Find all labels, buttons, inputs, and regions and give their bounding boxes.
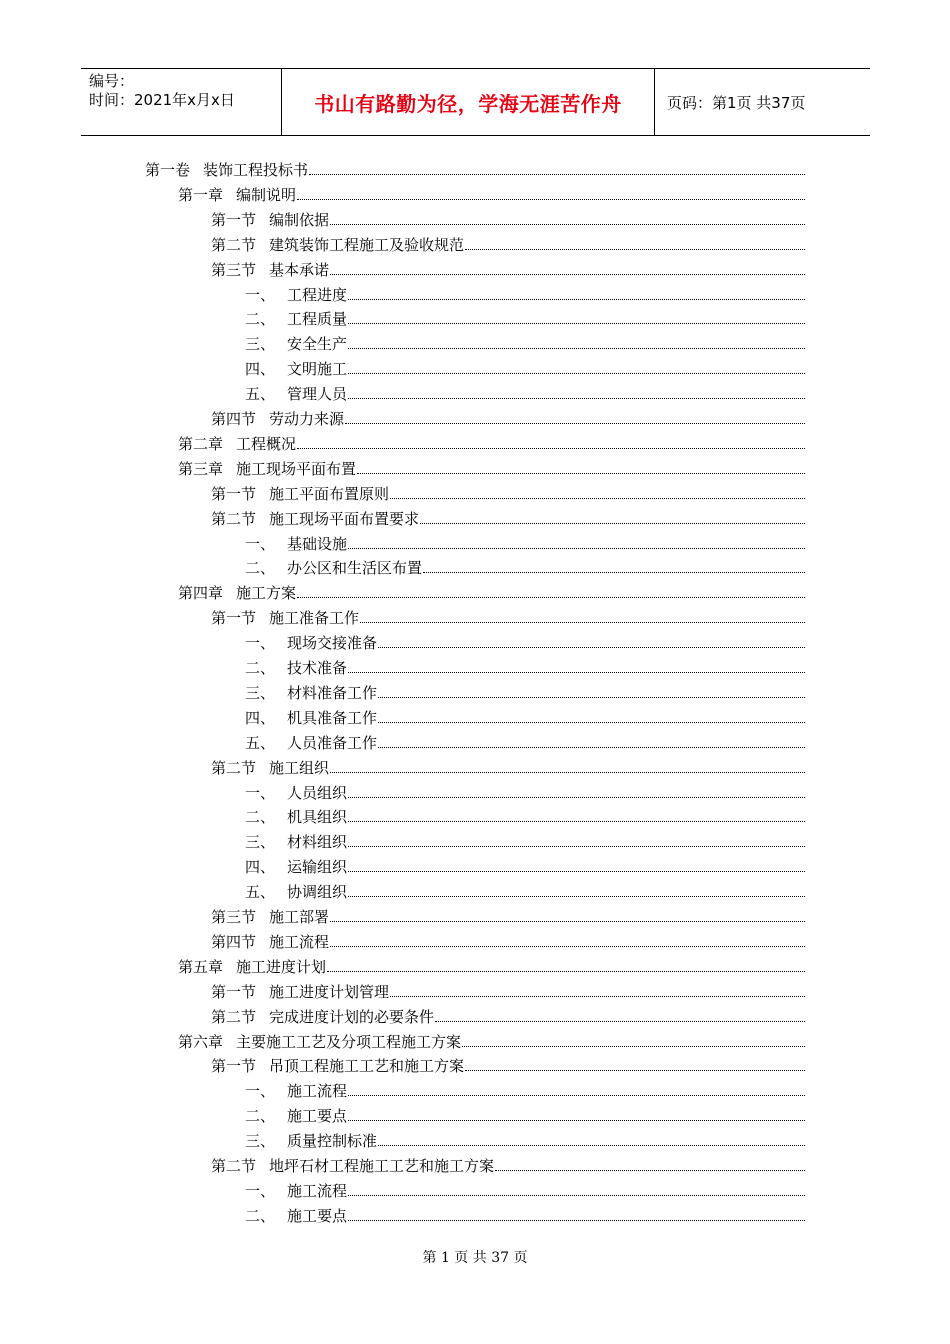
toc-entry-title: 现场交接准备 [287, 634, 378, 653]
toc-entry-title: 工程进度 [287, 285, 348, 304]
toc-leader-dots [348, 1219, 805, 1221]
toc-entry-number: 一、 [245, 634, 276, 653]
toc-entry-number: 五、 [245, 883, 276, 902]
toc-leader-dots [348, 322, 805, 324]
toc-entry-title: 施工方案 [236, 584, 297, 603]
toc-entry-title: 文明施工 [287, 360, 348, 379]
toc-entry[interactable] [211, 1154, 805, 1176]
toc-entry[interactable] [211, 258, 805, 280]
toc-entry-label [245, 708, 377, 728]
toc-entry-number: 一、 [245, 285, 276, 304]
toc-entry-title: 机具准备工作 [287, 708, 378, 727]
toc-entry-title: 施工流程 [287, 1181, 348, 1200]
toc-entry-title: 运输组织 [287, 858, 348, 877]
toc-entry-number: 第三节 [211, 260, 257, 279]
toc-entry-number: 第二节 [211, 1007, 257, 1026]
toc-entry-label [245, 1131, 377, 1151]
toc-leader-dots [348, 372, 805, 374]
toc-entry-label [245, 285, 347, 305]
toc-entry-title: 施工组织 [269, 758, 330, 777]
toc-leader-dots [435, 1020, 805, 1022]
document-number-label: 编号： [89, 72, 135, 90]
toc-leader-dots [348, 870, 805, 872]
toc-entry-label [245, 857, 347, 877]
toc-entry-title: 劳动力来源 [269, 410, 345, 428]
toc-entry-number: 二、 [245, 1206, 276, 1225]
toc-entry-title: 施工进度计划管理 [269, 982, 390, 1001]
toc-entry-label [245, 1206, 347, 1226]
toc-entry[interactable] [211, 208, 805, 230]
toc-leader-dots [378, 721, 805, 723]
toc-entry-label [245, 633, 377, 653]
toc-entry[interactable] [245, 556, 805, 578]
toc-entry[interactable] [178, 1030, 805, 1052]
toc-leader-dots [297, 447, 805, 449]
toc-leader-dots [390, 497, 805, 499]
toc-entry-title: 吊顶工程施工工艺和施工方案 [269, 1057, 465, 1076]
toc-leader-dots [309, 173, 805, 175]
toc-entry-number: 二、 [245, 659, 276, 677]
toc-entry[interactable] [245, 283, 805, 305]
toc-entry[interactable] [211, 482, 805, 504]
toc-entry-label [245, 882, 347, 902]
toc-entry[interactable] [145, 158, 805, 180]
document-date: 时间：2021年x月x日 [89, 91, 235, 109]
toc-entry-label [211, 210, 329, 230]
toc-entry-number: 一、 [245, 1082, 276, 1101]
toc-entry-number: 一、 [245, 1181, 276, 1200]
toc-entry-number: 第二节 [211, 758, 257, 777]
toc-entry-number: 四、 [245, 708, 276, 727]
toc-entry-title: 基本承诺 [269, 260, 330, 279]
toc-entry-label [211, 1056, 464, 1076]
toc-entry-title: 施工现场平面布置要求 [269, 509, 420, 528]
toc-entry-title: 施工要点 [287, 1107, 348, 1126]
toc-entry-label [245, 384, 347, 404]
toc-leader-dots [495, 1169, 805, 1171]
toc-entry-title: 材料准备工作 [287, 683, 378, 702]
toc-entry-title: 施工平面布置原则 [269, 484, 390, 503]
toc-entry-number: 五、 [245, 733, 276, 752]
toc-entry-title: 工程质量 [287, 310, 348, 329]
toc-entry-title: 机具组织 [287, 808, 348, 827]
toc-leader-dots [378, 646, 805, 648]
toc-entry-number: 第一节 [211, 982, 257, 1001]
toc-entry[interactable] [178, 432, 805, 454]
toc-entry[interactable] [245, 805, 805, 827]
toc-leader-dots [348, 347, 805, 349]
toc-entry-title: 编制依据 [269, 210, 330, 229]
toc-entry-number: 第四节 [211, 410, 257, 428]
toc-entry-title: 施工进度计划 [236, 957, 327, 976]
toc-leader-dots [348, 397, 805, 399]
toc-entry-number: 第三节 [211, 908, 257, 926]
toc-entry-title: 装饰工程投标书 [203, 161, 309, 179]
toc-leader-dots [348, 547, 805, 549]
toc-entry[interactable] [245, 781, 805, 803]
toc-entry[interactable] [211, 507, 805, 529]
toc-leader-dots [330, 920, 805, 922]
toc-entry-title: 施工部署 [269, 908, 330, 926]
toc-entry-number: 五、 [245, 385, 276, 404]
toc-entry-number: 第四节 [211, 932, 257, 951]
header-meta [81, 69, 282, 135]
toc-entry-number: 第二节 [211, 235, 257, 254]
toc-leader-dots [462, 1045, 805, 1047]
toc-leader-dots [330, 223, 805, 225]
header-motto: 书山有路勤为径，学海无涯苦作舟 [314, 91, 622, 116]
page-header [81, 68, 870, 136]
toc-leader-dots [327, 970, 805, 972]
toc-entry[interactable] [245, 1104, 805, 1126]
toc-entry-number: 第六章 [178, 1032, 224, 1051]
toc-leader-dots [297, 596, 805, 598]
toc-leader-dots [348, 671, 805, 673]
toc-leader-dots [348, 796, 805, 798]
toc-entry-title: 技术准备 [287, 659, 348, 677]
toc-entry-label [211, 907, 329, 927]
toc-entry[interactable] [245, 382, 805, 404]
toc-entry-title: 建筑装饰工程施工及验收规范 [269, 235, 465, 254]
toc-entry-number: 第三章 [178, 459, 224, 478]
toc-entry-number: 四、 [245, 360, 276, 379]
toc-entry-label [245, 1081, 347, 1101]
toc-entry-number: 三、 [245, 1132, 276, 1151]
toc-entry-title: 主要施工工艺及分项工程施工方案 [236, 1032, 462, 1051]
toc-entry-number: 第一节 [211, 609, 257, 628]
toc-leader-dots [348, 298, 805, 300]
toc-entry-number: 四、 [245, 858, 276, 877]
toc-entry-number: 二、 [245, 808, 276, 827]
toc-entry[interactable] [211, 233, 805, 255]
toc-leader-dots [345, 422, 805, 424]
toc-entry-number: 第一节 [211, 484, 257, 503]
toc-entry-label [211, 509, 419, 529]
toc-entry-label [245, 783, 347, 803]
toc-leader-dots [465, 1069, 805, 1071]
toc-entry-label [211, 484, 389, 504]
toc-entry[interactable] [245, 631, 805, 653]
toc-entry-number: 三、 [245, 335, 276, 354]
toc-entry-label [245, 733, 377, 753]
toc-entry-number: 二、 [245, 310, 276, 329]
toc-entry-title: 施工准备工作 [269, 609, 360, 628]
toc-entry[interactable] [178, 457, 805, 479]
toc-entry-label [145, 160, 308, 180]
toc-entry[interactable] [245, 307, 805, 329]
toc-entry[interactable] [245, 706, 805, 728]
toc-entry-number: 第一章 [178, 185, 224, 204]
page-footer: 第 1 页 共 37 页 [422, 1250, 528, 1266]
toc-leader-dots [348, 845, 805, 847]
toc-leader-dots [297, 198, 805, 200]
toc-entry-title: 管理人员 [287, 385, 348, 404]
toc-entry-label [245, 359, 347, 379]
toc-entry-number: 第二章 [178, 434, 224, 453]
toc-entry-number: 三、 [245, 833, 276, 852]
toc-entry[interactable] [178, 183, 805, 205]
toc-entry-label [245, 683, 377, 703]
toc-entry-title: 施工流程 [287, 1082, 348, 1101]
toc-entry[interactable] [245, 357, 805, 379]
toc-entry-number: 一、 [245, 534, 276, 553]
toc-entry-label [245, 1106, 347, 1126]
toc-entry-label [211, 260, 329, 280]
toc-entry-label [245, 309, 347, 329]
toc-entry-label [245, 807, 347, 827]
toc-entry[interactable] [178, 955, 805, 977]
toc-leader-dots [330, 771, 805, 773]
toc-entry-title: 质量控制标准 [287, 1132, 378, 1151]
toc-entry-label [178, 459, 356, 479]
toc-leader-dots [348, 1119, 805, 1121]
toc-entry[interactable] [211, 1054, 805, 1076]
toc-entry-number: 第二节 [211, 509, 257, 528]
toc-entry-title: 工程概况 [236, 434, 297, 453]
toc-entry-label [211, 235, 464, 255]
toc-entry-title: 施工流程 [269, 932, 330, 951]
toc-entry-label [211, 1007, 434, 1027]
toc-entry-label [211, 1156, 494, 1176]
toc-entry-title: 协调组织 [287, 883, 348, 902]
toc-entry-label [211, 409, 344, 429]
toc-entry[interactable] [245, 332, 805, 354]
toc-leader-dots [330, 945, 805, 947]
toc-entry-title: 材料组织 [287, 833, 348, 852]
toc-entry[interactable] [178, 581, 805, 603]
toc-leader-dots [390, 995, 805, 997]
toc-entry-title: 人员准备工作 [287, 733, 378, 752]
toc-entry[interactable] [245, 1079, 805, 1101]
toc-entry[interactable] [211, 1005, 805, 1027]
toc-entry[interactable] [211, 980, 805, 1002]
toc-entry-number: 一、 [245, 783, 276, 802]
toc-entry-title: 基础设施 [287, 534, 348, 553]
toc-entry-title: 人员组织 [287, 783, 348, 802]
toc-entry[interactable] [211, 905, 805, 927]
toc-entry-title: 办公区和生活区布置 [287, 559, 423, 578]
toc-entry[interactable] [245, 656, 805, 678]
toc-entry-label [178, 185, 296, 205]
toc-entry-label [245, 558, 422, 578]
toc-entry[interactable] [211, 930, 805, 952]
toc-entry-title: 编制说明 [236, 185, 297, 204]
toc-leader-dots [378, 696, 805, 698]
toc-entry[interactable] [211, 407, 805, 429]
toc-entry-number: 第五章 [178, 957, 224, 976]
toc-entry-label [211, 608, 359, 628]
toc-entry-number: 第一卷 [145, 161, 191, 179]
toc-entry-title: 施工要点 [287, 1206, 348, 1225]
toc-entry-number: 第一节 [211, 210, 257, 229]
toc-entry-title: 地坪石材工程施工工艺和施工方案 [269, 1157, 495, 1175]
toc-entry-label [245, 832, 347, 852]
toc-entry-label [178, 583, 296, 603]
toc-entry-label [245, 1181, 347, 1201]
toc-entry[interactable] [245, 532, 805, 554]
toc-leader-dots [378, 1144, 805, 1146]
toc-entry-label [211, 932, 329, 952]
toc-entry[interactable] [245, 830, 805, 852]
toc-entry-title: 安全生产 [287, 335, 348, 354]
toc-leader-dots [420, 522, 805, 524]
toc-leader-dots [378, 746, 805, 748]
toc-entry-label [178, 957, 326, 977]
header-page-info: 页码：第1页 共37页 [667, 93, 806, 112]
toc-leader-dots [360, 621, 805, 623]
toc-entry-number: 三、 [245, 683, 276, 702]
toc-entry[interactable] [245, 880, 805, 902]
toc-entry[interactable] [245, 1129, 805, 1151]
toc-entry[interactable] [245, 855, 805, 877]
toc-entry-label [211, 982, 389, 1002]
toc-entry-title: 完成进度计划的必要条件 [269, 1007, 435, 1026]
toc-entry-number: 第四章 [178, 584, 224, 603]
toc-entry[interactable] [245, 681, 805, 703]
toc-entry-label [178, 1032, 461, 1052]
toc-entry[interactable] [211, 756, 805, 778]
toc-entry-number: 二、 [245, 1107, 276, 1126]
toc-entry[interactable] [245, 731, 805, 753]
toc-entry[interactable] [245, 1204, 805, 1226]
toc-leader-dots [348, 1194, 805, 1196]
toc-entry-number: 第二节 [211, 1157, 257, 1175]
toc-entry-label [178, 434, 296, 454]
toc-entry[interactable] [245, 1179, 805, 1201]
toc-entry-label [245, 334, 347, 354]
toc-leader-dots [348, 1094, 805, 1096]
header-page-info-cell [655, 69, 870, 135]
toc-leader-dots [348, 895, 805, 897]
toc-entry-number: 二、 [245, 559, 276, 578]
toc-leader-dots [357, 472, 805, 474]
toc-leader-dots [330, 273, 805, 275]
toc-entry-label [245, 658, 347, 678]
toc-entry-number: 第一节 [211, 1057, 257, 1076]
toc-entry-title: 施工现场平面布置 [236, 459, 357, 478]
toc-leader-dots [465, 248, 805, 250]
toc-leader-dots [348, 820, 805, 822]
toc-leader-dots [423, 571, 805, 573]
toc-entry[interactable] [211, 606, 805, 628]
toc-entry-label [211, 758, 329, 778]
header-motto-cell [282, 69, 655, 135]
toc-entry-label [245, 534, 347, 554]
